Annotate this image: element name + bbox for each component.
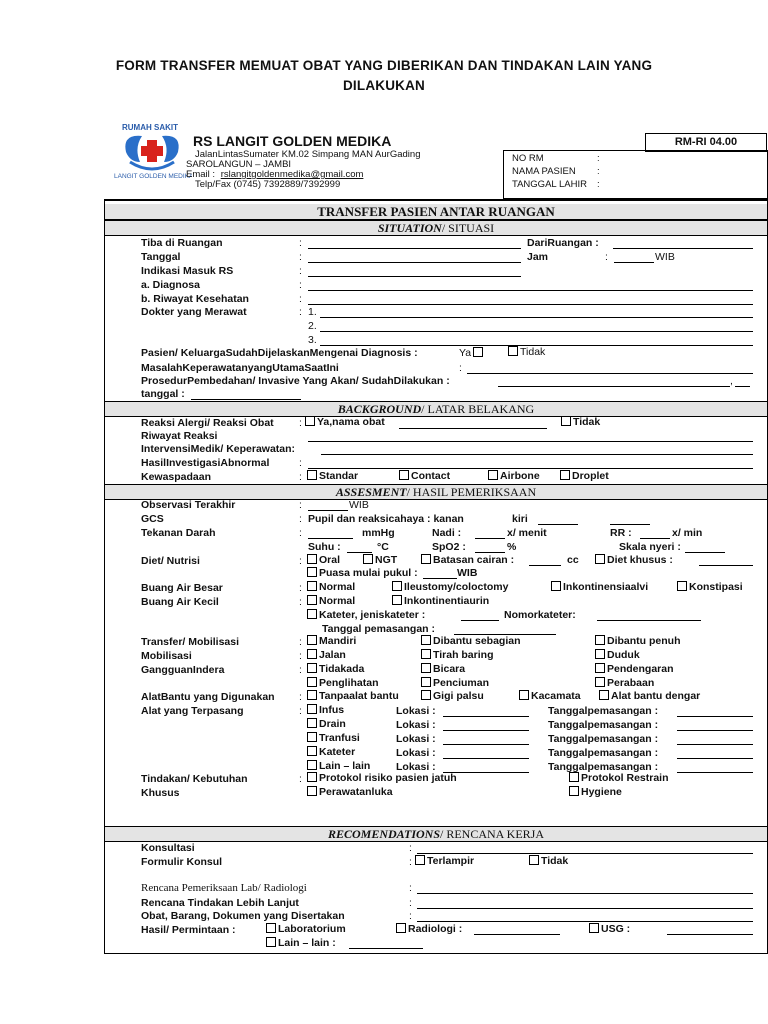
suhu-field[interactable]	[347, 552, 372, 553]
masalah-field[interactable]	[467, 373, 753, 374]
riwayat-reaksi-field[interactable]	[308, 441, 753, 442]
kewaspadaan-contact[interactable]: Contact	[399, 470, 450, 482]
dokter-2-field[interactable]	[320, 331, 753, 332]
jenis-kateter-field[interactable]	[461, 620, 499, 621]
indera-perabaan[interactable]: Perabaan	[595, 677, 654, 689]
device-drain[interactable]: Drain	[307, 718, 346, 730]
address-line2: SAROLANGUN – JAMBI	[186, 159, 292, 170]
diet-label: Diet/ Nutrisi	[141, 555, 200, 567]
device-kateter[interactable]: Kateter	[307, 746, 355, 758]
mobilisasi-jalan[interactable]: Jalan	[307, 649, 346, 661]
intervensi-field[interactable]	[321, 454, 753, 455]
riwayat-kesehatan-label: b. Riwayat Kesehatan	[141, 293, 249, 305]
hasil-investigasi-label: HasilInvestigasiAbnormal	[141, 457, 270, 469]
document-title-line1: FORM TRANSFER MEMUAT OBAT YANG DIBERIKAN DAN TINDAKAN LAIN YANG	[115, 58, 653, 73]
bab-ileustomy[interactable]: Ileustomy/coloctomy	[392, 581, 508, 593]
formulir-konsul-label: Formulir Konsul	[141, 856, 223, 868]
situation-header: SITUATION/ SITUASI	[105, 220, 767, 236]
prosedur-field[interactable]	[498, 386, 730, 387]
mobilisasi-tirah-baring[interactable]: Tirah baring	[421, 649, 493, 661]
bak-inkontinentia[interactable]: Inkontinentiaurin	[392, 595, 489, 607]
puasa-field[interactable]	[423, 578, 457, 579]
puasa-option[interactable]: Puasa mulai pukul :	[307, 567, 418, 579]
spo2-field[interactable]	[475, 552, 505, 553]
usg-field[interactable]	[667, 934, 753, 935]
pasien-dijelaskan-label: Pasien/ KeluargaSudahDijelaskanMengenai Diagnosis :	[141, 347, 418, 359]
ya-nama-obat-option[interactable]: Ya,nama obat	[305, 416, 385, 428]
tanggal-field[interactable]	[308, 262, 521, 263]
alat-bantu-dengar[interactable]: Alat bantu dengar	[599, 690, 700, 702]
batasan-cairan-field[interactable]	[529, 565, 561, 566]
hygiene[interactable]: Hygiene	[569, 786, 622, 798]
rencana-lab-field[interactable]	[417, 893, 753, 894]
hasil-investigasi-field[interactable]	[308, 468, 753, 469]
mobilisasi-duduk[interactable]: Duduk	[595, 649, 640, 661]
konsul-terlampir[interactable]: Terlampir	[415, 855, 474, 867]
indikasi-field[interactable]	[308, 276, 521, 277]
jam-label: Jam	[527, 251, 549, 263]
prosedur-label: ProsedurPembedahan/ Invasive Yang Akan/ SudahDilakukan :	[141, 375, 450, 387]
hospital-name: RS LANGIT GOLDEN MEDIKA	[193, 133, 392, 149]
address-line1: JalanLintasSumater KM.02 Simpang MAN AurGading	[195, 149, 421, 160]
alat-kacamata[interactable]: Kacamata	[519, 690, 581, 702]
tidak-option[interactable]: Tidak	[508, 346, 545, 358]
background-header: BACKGROUND/ LATAR BELAKANG	[105, 401, 767, 417]
bab-inkontinensia[interactable]: Inkontinensiaalvi	[551, 581, 648, 593]
transfer-dibantu-penuh[interactable]: Dibantu penuh	[595, 635, 681, 647]
dokter-label: Dokter yang Merawat	[141, 306, 247, 318]
tanggal-prosedur-field[interactable]	[191, 399, 301, 400]
dokter-1-field[interactable]	[320, 317, 753, 318]
jam-field[interactable]	[614, 262, 654, 263]
logo-text-top: RUMAH SAKIT	[122, 123, 178, 132]
indera-tidakada[interactable]: Tidakada	[307, 663, 364, 675]
infus-tanggal-field[interactable]	[677, 716, 753, 717]
gangguan-indera-label: GangguanIndera	[141, 664, 225, 676]
mobilisasi-label: Mobilisasi	[141, 650, 192, 662]
kateter-tanggal-field[interactable]	[677, 758, 753, 759]
khusus-label: Khusus	[141, 787, 180, 799]
kewaspadaan-airbone[interactable]: Airbone	[488, 470, 540, 482]
diet-khusus[interactable]: Diet khusus :	[595, 554, 673, 566]
bab-konstipasi[interactable]: Konstipasi	[677, 581, 743, 593]
riwayat-reaksi-label: Riwayat Reaksi	[141, 430, 218, 442]
form-code-box: RM-RI 04.00	[645, 133, 767, 152]
kewaspadaan-standar[interactable]: Standar	[307, 470, 358, 482]
observasi-label: Observasi Terakhir	[141, 499, 236, 511]
kewaspadaan-label: Kewaspadaan	[141, 471, 212, 483]
pupil-extra-field[interactable]	[610, 524, 650, 525]
email-link[interactable]: rslangitgoldenmedika@gmail.com	[220, 169, 364, 180]
phone-fax: Telp/Fax (0745) 7392889/7392999	[195, 179, 341, 190]
device-infus[interactable]: Infus	[307, 704, 344, 716]
tranfusi-lokasi-field[interactable]	[443, 744, 529, 745]
bak-label: Buang Air Kecil	[141, 596, 219, 608]
kewaspadaan-droplet[interactable]: Droplet	[560, 470, 609, 482]
diagnosa-label: a. Diagnosa	[141, 279, 200, 291]
infus-lokasi-field[interactable]	[443, 716, 529, 717]
obat-disertakan-label: Obat, Barang, Dokumen yang Disertakan	[141, 910, 345, 922]
rencana-tindakan-field[interactable]	[417, 908, 753, 909]
device-lain-lain[interactable]: Lain – lain	[307, 760, 370, 772]
observasi-field[interactable]	[308, 510, 348, 511]
diagnosa-field[interactable]	[308, 290, 753, 291]
alergi-tidak-option[interactable]: Tidak	[561, 416, 600, 428]
protokol-jatuh[interactable]: Protokol risiko pasien jatuh	[307, 772, 457, 784]
obat-disertakan-field[interactable]	[417, 921, 753, 922]
diet-ngt[interactable]: NGT	[363, 554, 397, 566]
alergi-tidak-checkbox	[561, 416, 571, 426]
hasil-permintaan-label: Hasil/ Permintaan :	[141, 924, 236, 936]
alat-gigi-palsu[interactable]: Gigi palsu	[421, 690, 484, 702]
permintaan-usg[interactable]: USG :	[589, 923, 630, 935]
permintaan-lain[interactable]: Lain – lain :	[266, 937, 336, 949]
tekanan-darah-field[interactable]	[308, 538, 353, 539]
assesment-header: ASSESMENT/ HASIL PEMERIKSAAN	[105, 484, 767, 500]
tiba-label: Tiba di Ruangan	[141, 237, 223, 249]
transfer-form: TRANSFER PASIEN ANTAR RUANGAN SITUATION/ SITUASI Tiba di Ruangan : DariRuangan : Tanggal : Jam : WIB Indikasi Masuk RS : a. Diagnosa : b. Riwayat Kesehatan : Dokter yang Merawat : 1. 2. 3. Pasien/ KeluargaSudahDijelaskanMengenai Diagnosis : Ya Tidak MasalahKeperawatanyangUtamaSaatIni : ProsedurPembedahan/ Invasive Yang Akan/ SudahDilakukan : , tanggal : BACKGROUND/ LATAR BELAKANG Reaksi Alergi/ Reaksi Obat : Ya,nama obat Tidak Riwayat Reaksi IntervensiMedik/ Keperawatan: HasilInvestigasiAbnormal : Kewaspadaan : Standar Contact Airbone Droplet ASSESMENT/ HASIL PEMERIKSAAN Observasi Terakhir : WIB GCS : Pupil dan reaksicahaya : kanan kiri Tekanan Darah : mmHg Nadi : x/ menit RR : x/ min Suhu : °C SpO2 : % Skala nyeri : Diet/ Nutrisi : Oral NGT Batasan cairan : cc Diet khusus : Puasa mulai pukul : WIB Buang Air Besar : Normal Ileustomy/coloctomy Inkontinensiaalvi Konstipasi Buang Air Kecil : Normal Inkontinentiaurin Kateter, jeniskateter : Nomorkateter: Tanggal pemasangan : Transfer/ Mobilisasi : Mandiri Dibantu sebagian Dibantu penuh Mobilisasi : Jalan Tirah baring Duduk GangguanIndera : Tidakada Bicara Pendengaran Penglihatan Penciuman Perabaan AlatBantu yang Digunakan : Tanpaalat bantu Gigi palsu Kacamata Alat bantu dengar Alat yang Terpasang : Infus Lokasi : Tanggalpemasangan : Drain Lokasi : Tanggalpemasangan : Tranfusi Lokasi : Tanggalpemasangan : Kateter Lokasi : Tanggalpemasangan : Lain – lain Lokasi : Tanggalpemasangan : Tindakan/ Kebutuhan : Protokol risiko pasien jatuh Protokol Restrain Khusus Perawatanluka Hygiene RECOMENDATIONS/ RENCANA KERJA Konsultasi : Formulir Konsul : Terlampir Tidak Rencana Pemeriksaan Lab/ Radiologi : Rencana Tindakan Lebih Lanjut : Obat, Barang, Dokumen yang Disertakan : Hasil/ Permintaan : Laboratorium Radiologi : USG : Lain – lain :	[104, 199, 768, 954]
konsultasi-field[interactable]	[417, 853, 753, 854]
nomor-kateter-field[interactable]	[597, 620, 701, 621]
recommendation-header: RECOMENDATIONS/ RENCANA KERJA	[105, 826, 767, 842]
bak-normal[interactable]: Normal	[307, 595, 355, 607]
ya-option[interactable]: Ya	[459, 347, 485, 359]
alat-terpasang-label: Alat yang Terpasang	[141, 705, 244, 717]
protokol-restrain[interactable]: Protokol Restrain	[569, 772, 669, 784]
indera-penglihatan[interactable]: Penglihatan	[307, 677, 379, 689]
patient-info-box: NO RM : NAMA PASIEN : TANGGAL LAHIR :	[503, 150, 768, 199]
lain-lain-field[interactable]	[349, 948, 423, 949]
alat-bantu-label: AlatBantu yang Digunakan	[141, 691, 275, 703]
drain-lokasi-field[interactable]	[443, 730, 529, 731]
ya-nama-obat-checkbox	[305, 416, 315, 426]
alat-tanpa[interactable]: Tanpaalat bantu	[307, 690, 399, 702]
konsul-tidak[interactable]: Tidak	[529, 855, 568, 867]
dari-ruangan-field[interactable]	[613, 248, 753, 249]
indikasi-label: Indikasi Masuk RS	[141, 265, 234, 277]
hospital-logo	[112, 118, 192, 182]
pupil-label: Pupil dan reaksicahaya : kanan	[308, 513, 464, 525]
kateter-lokasi-field[interactable]	[443, 758, 529, 759]
form-title: TRANSFER PASIEN ANTAR RUANGAN	[105, 204, 767, 220]
nadi-field[interactable]	[475, 538, 505, 539]
indera-penciuman[interactable]: Penciuman	[421, 677, 489, 689]
drain-tanggal-field[interactable]	[677, 730, 753, 731]
nama-obat-field[interactable]	[399, 428, 547, 429]
rencana-lab-label: Rencana Pemeriksaan Lab/ Radiologi	[141, 882, 307, 894]
tidak-checkbox	[508, 346, 518, 356]
transfer-mandiri[interactable]: Mandiri	[307, 635, 356, 647]
permintaan-radiologi[interactable]: Radiologi :	[396, 923, 462, 935]
diet-khusus-field[interactable]	[699, 565, 753, 566]
transfer-dibantu-sebagian[interactable]: Dibantu sebagian	[421, 635, 521, 647]
tindakan-label: Tindakan/ Kebutuhan	[141, 773, 248, 785]
tanggal-label: Tanggal	[141, 251, 181, 263]
pupil-kiri-field[interactable]	[538, 524, 578, 525]
transfer-label: Transfer/ Mobilisasi	[141, 636, 240, 648]
lain-tanggal-field[interactable]	[677, 772, 753, 773]
reaksi-alergi-label: Reaksi Alergi/ Reaksi Obat	[141, 417, 274, 429]
email-label: Email :	[186, 169, 216, 180]
document-title-line2: DILAKUKAN	[342, 78, 426, 93]
dari-ruangan-label: DariRuangan :	[527, 237, 599, 249]
indera-pendengaran[interactable]: Pendengaran	[595, 663, 674, 675]
perawatan-luka[interactable]: Perawatanluka	[307, 786, 393, 798]
radiologi-field[interactable]	[474, 934, 560, 935]
konsultasi-label: Konsultasi	[141, 842, 195, 854]
logo-text-bottom: LANGIT GOLDEN MEDIKA	[114, 173, 192, 180]
kateter-option[interactable]: Kateter, jeniskateter :	[307, 609, 425, 621]
indera-bicara[interactable]: Bicara	[421, 663, 465, 675]
tiba-field[interactable]	[308, 248, 521, 249]
tranfusi-tanggal-field[interactable]	[677, 744, 753, 745]
tanggal-prosedur-label: tanggal :	[141, 388, 185, 400]
masalah-label: MasalahKeperawatanyangUtamaSaatIni	[141, 362, 339, 374]
skala-nyeri-field[interactable]	[685, 552, 725, 553]
rencana-tindakan-label: Rencana Tindakan Lebih Lanjut	[141, 897, 299, 909]
nama-pasien-label: NAMA PASIEN	[512, 166, 576, 177]
no-rm-label: NO RM	[512, 153, 544, 164]
riwayat-kesehatan-field[interactable]	[308, 304, 753, 305]
bab-normal[interactable]: Normal	[307, 581, 355, 593]
rr-field[interactable]	[640, 538, 670, 539]
gcs-label: GCS	[141, 513, 164, 525]
intervensi-label: IntervensiMedik/ Keperawatan:	[141, 443, 296, 455]
tanggal-lahir-label: TANGGAL LAHIR	[512, 179, 587, 190]
diet-batasan-cairan[interactable]: Batasan cairan :	[421, 554, 514, 566]
diet-oral[interactable]: Oral	[307, 554, 340, 566]
device-tranfusi[interactable]: Tranfusi	[307, 732, 360, 744]
permintaan-lab[interactable]: Laboratorium	[266, 923, 346, 935]
tekanan-darah-label: Tekanan Darah	[141, 527, 216, 539]
ya-checkbox	[473, 347, 483, 357]
bab-label: Buang Air Besar	[141, 582, 223, 594]
